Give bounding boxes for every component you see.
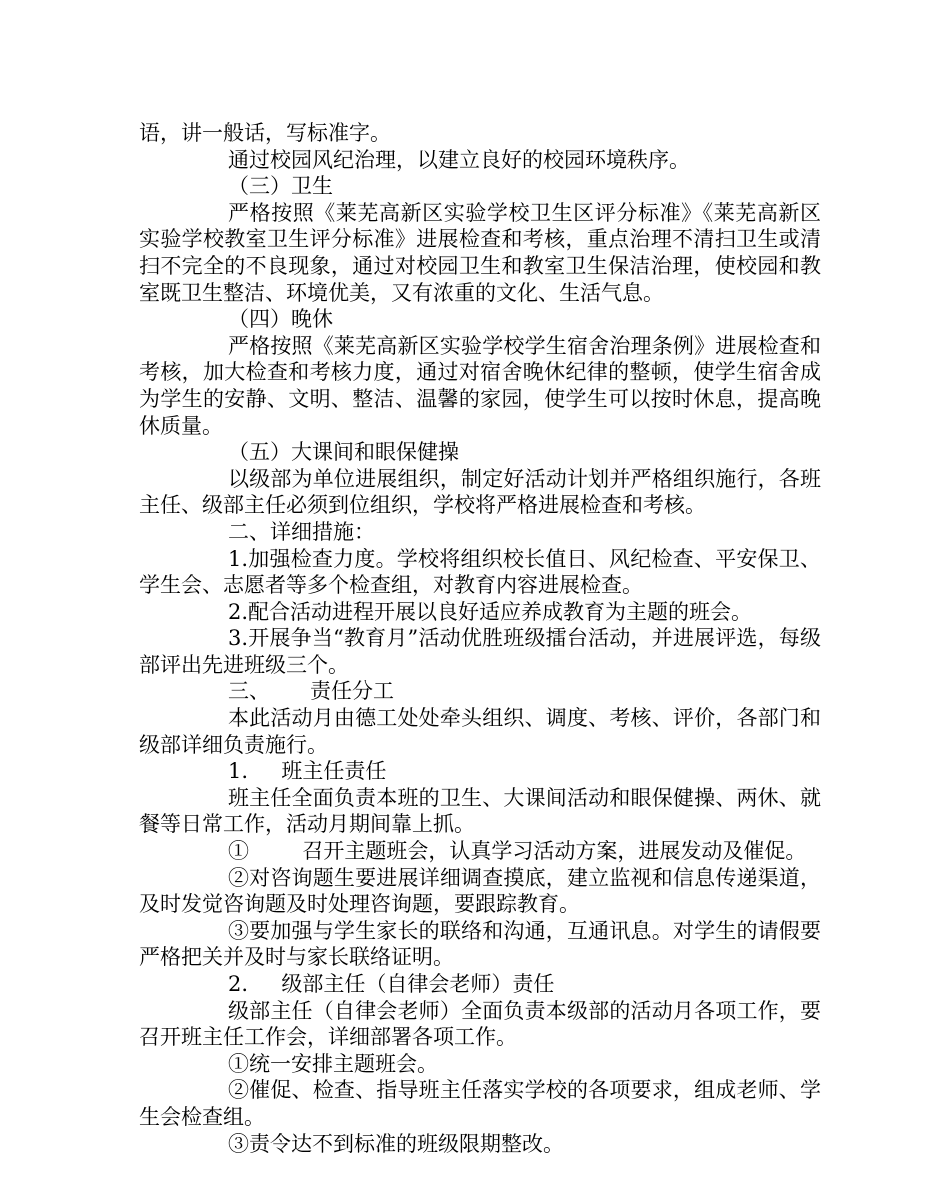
section-heading: （五）大课间和眼保健操 (228, 440, 459, 465)
list-item: ②催促、检查、指导班主任落实学校的各项要求，组成老师、学生会检查组。 (139, 1078, 821, 1129)
paragraph: 严格按照《莱芜高新区实验学校卫生区评分标准》《莱芜高新区实验学校教室卫生评分标准》进展检查和考核，重点治理不清扫卫生或清扫不完全的不良现象，通过对校园卫生和教室卫生保洁治理，使校园和教室既卫生整洁、环境优美，又有浓重的文化、生活气息。 (139, 200, 821, 305)
list-item: ① 召开主题班会，认真学习活动方案，进展发动及催促。 (228, 839, 807, 864)
subsection-heading: 1. 班主任责任 (228, 759, 387, 784)
subsection-heading: 2. 级部主任（自律会老师）责任 (228, 972, 555, 996)
list-item: 2.配合活动进程开展以良好适应养成教育为主题的班会。 (228, 599, 753, 624)
list-item: 1.加强检查力度。学校将组织校长值日、风纪检查、平安保卫、学生会、志愿者等多个检查组，对教育内容进展检查。 (139, 546, 821, 598)
list-item: ②对咨询题生要进展详细调查摸底，建立监视和信息传递渠道，及时发觉咨询题及时处理咨询题，要跟踪教育。 (139, 865, 821, 917)
paragraph: 班主任全面负责本班的卫生、大课间活动和眼保健操、两休、就餐等日常工作，活动月期间靠上抓。 (139, 785, 821, 837)
list-item: ①统一安排主题班会。 (228, 1051, 438, 1076)
section-heading: 二、详细措施： (228, 519, 375, 544)
list-item: ③要加强与学生家长的联络和沟通，互通讯息。对学生的请假要严格把关并及时与家长联络证明。 (139, 918, 821, 970)
section-heading: 三、 责任分工 (228, 679, 395, 704)
section-heading: （四）晚休 (228, 307, 333, 332)
list-item: 3.开展争当“教育月”活动优胜班级擂台活动，并进展评选，每级部评出先进班级三个。 (139, 626, 821, 677)
paragraph: 通过校园风纪治理，以建立良好的校园环境秩序。 (228, 147, 690, 172)
paragraph: 以级部为单位进展组织，制定好活动计划并严格组织施行，各班主任、级部主任必须到位组织，学校将严格进展检查和考核。 (139, 466, 821, 518)
paragraph: 级部主任（自律会老师）全面负责本级部的活动月各项工作，要召开班主任工作会，详细部署各项工作。 (139, 998, 821, 1050)
document-body (139, 120, 821, 1157)
section-heading: （三）卫生 (228, 174, 333, 199)
paragraph: 本此活动月由德工处处牵头组织、调度、考核、评价，各部门和级部详细负责施行。 (139, 706, 821, 757)
list-item: ③责令达不到标准的班级限期整改。 (228, 1131, 564, 1156)
paragraph: 严格按照《莱芜高新区实验学校学生宿舍治理条例》进展检查和考核，加大检查和考核力度，通过对宿舍晚休纪律的整顿，使学生宿舍成为学生的安静、文明、整洁、温馨的家园，使学生可以按时休息，提高晚休质量。 (139, 333, 821, 438)
paragraph: 语，讲一般话，写标准字。 (139, 121, 391, 145)
